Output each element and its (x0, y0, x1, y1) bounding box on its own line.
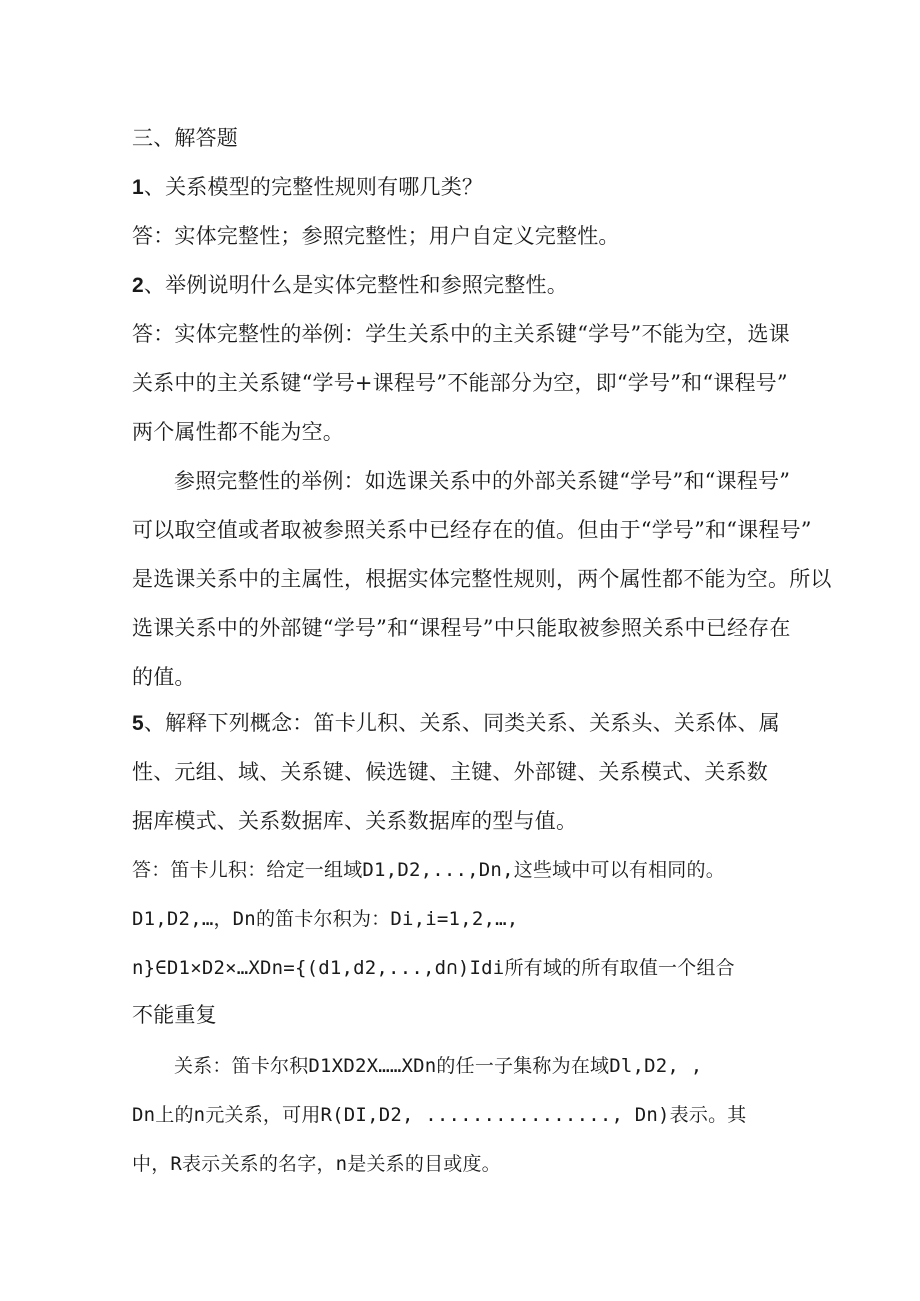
question-text: 、解释下列概念：笛卡儿积、关系、同类关系、关系头、关系体、属 (143, 711, 780, 735)
answer-5-line: 答：笛卡儿积：给定一组域D1,D2,...,Dn,这些域中可以有相同的。 (132, 859, 725, 881)
answer-2-paragraph-2-line: 的值。 (132, 665, 196, 689)
question-number: 2 (132, 274, 144, 297)
answer-2-paragraph-2-line: 参照完整性的举例：如选课关系中的外部关系键“学号”和“课程号” (174, 469, 791, 493)
question-5-line: 据库模式、关系数据库、关系数据库的型与值。 (132, 809, 578, 833)
question-5 (132, 709, 780, 738)
answer-2-paragraph-2-line: 选课关系中的外部键“学号”和“课程号”中只能取被参照关系中已经存在 (132, 616, 791, 640)
answer-2-paragraph-2-line: 可以取空值或者取被参照关系中已经存在的值。但由于“学号”和“课程号” (132, 518, 812, 542)
answer-5-paragraph-2-line: 中，R表示关系的名字，n是关系的目或度。 (132, 1153, 501, 1175)
question-number: 1 (132, 176, 144, 199)
answer-2-line: 两个属性都不能为空。 (132, 420, 344, 444)
answer-5-paragraph-2-line: 关系：笛卡尔积D1XD2X……XDn的任一子集称为在域Dl,D2, , (174, 1055, 703, 1077)
question-text: 、举例说明什么是实体完整性和参照完整性。 (143, 273, 568, 297)
answer-5-line: 不能重复 (132, 1003, 217, 1027)
answer-5-paragraph-2-line: Dn上的n元关系，可用R(DI,D2, ................, Dn)表示。其 (132, 1104, 747, 1126)
answer-2-line: 答：实体完整性的举例：学生关系中的主关系键“学号”不能为空，选课 (132, 322, 790, 346)
answer-5-line: D1,D2,…，Dn的笛卡尔积为：Di,i=1,2,…, (132, 908, 519, 930)
answer-2-line: 关系中的主关系键“学号+课程号”不能部分为空，即“学号”和“课程号” (132, 371, 788, 395)
answer-1: 答：实体完整性；参照完整性；用户自定义完整性。 (132, 224, 620, 248)
question-5-line: 性、元组、域、关系键、候选键、主键、外部键、关系模式、关系数 (132, 760, 768, 784)
question-1 (132, 173, 483, 202)
section-title: 三、解答题 (132, 126, 238, 150)
answer-2-paragraph-2-line: 是选课关系中的主属性，根据实体完整性规则，两个属性都不能为空。所以 (132, 567, 832, 591)
question-number: 5 (132, 712, 144, 735)
question-2 (132, 271, 568, 300)
question-text: 、关系模型的完整性规则有哪几类？ (143, 175, 484, 199)
answer-5-line: n}∈D1×D2×…XDn={(d1,d2,...,d∩)Idi所有域的所有取值一个组合 (132, 957, 735, 979)
